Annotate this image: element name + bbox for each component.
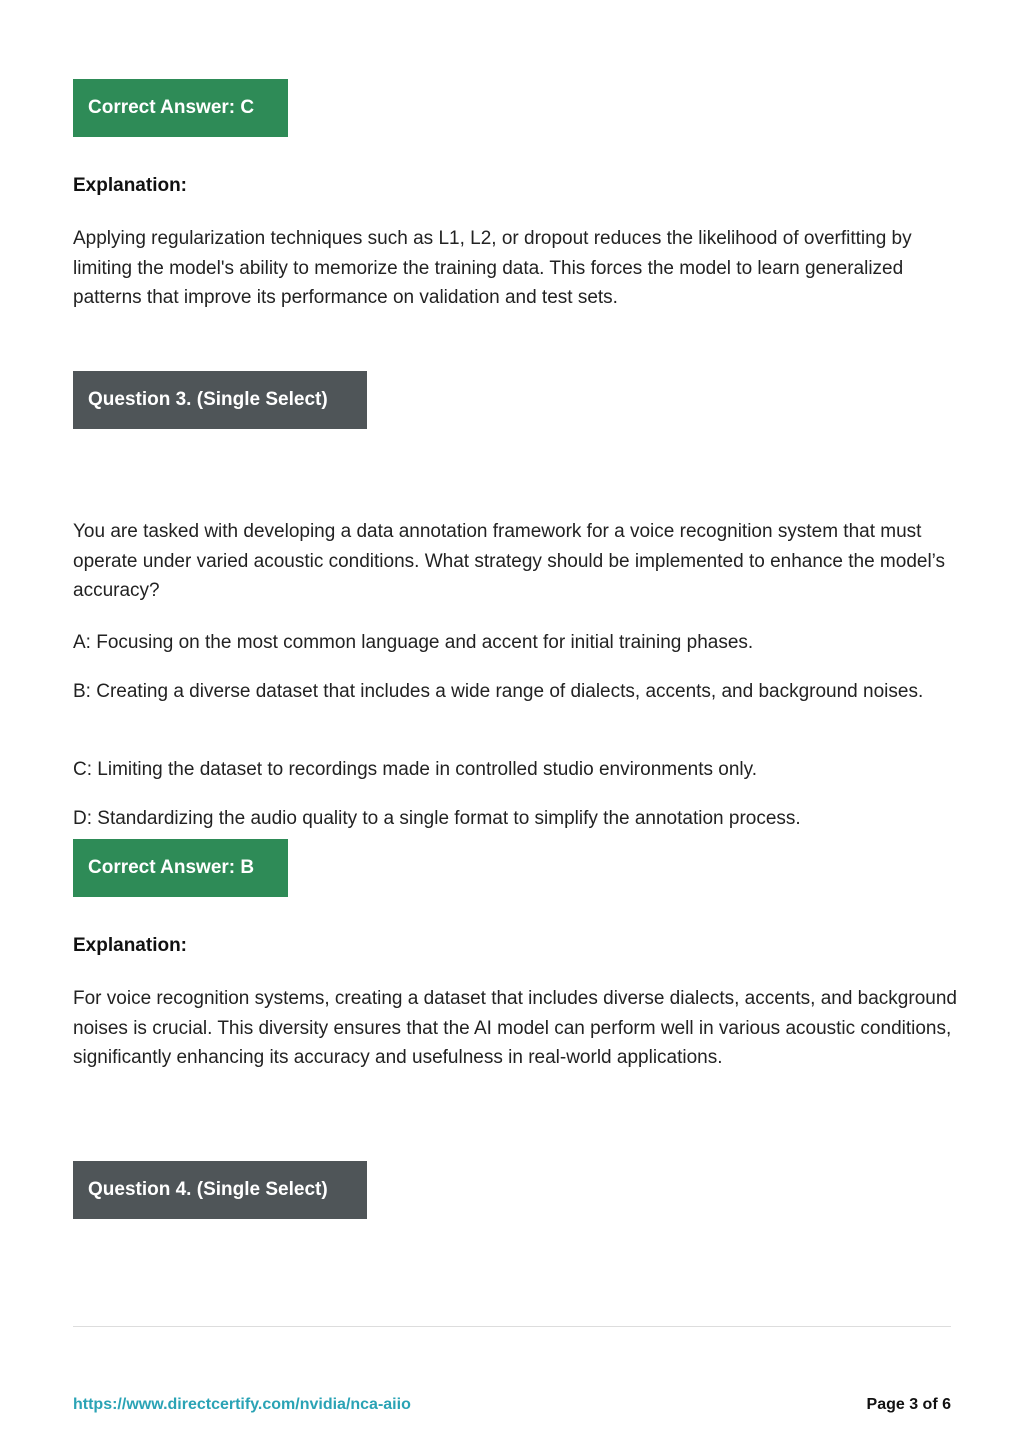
page-number: Page 3 of 6 [866, 1396, 951, 1413]
footer-url-link[interactable]: https://www.directcertify.com/nvidia/nca-aiio [73, 1396, 411, 1413]
option-c: C: Limiting the dataset to recordings made in controlled studio environments only. [73, 759, 758, 780]
question-3-text: You are tasked with developing a data annotation framework for a voice recognition system that must operate under varied acoustic conditions. What strategy should be implemented to enhance the model’s accuracy? [73, 521, 946, 601]
explanation-text: Applying regularization techniques such as L1, L2, or dropout reduces the likelihood of overfitting by limiting the model's ability to memorize the training data. This forces the model to learn generalized patterns that improve its performance on validation and test sets. [73, 228, 912, 308]
explanation-heading: Explanation: [73, 175, 188, 196]
explanation-text: For voice recognition systems, creating a dataset that includes diverse dialects, accents, and background noises is crucial. This diversity ensures that the AI model can perform well in various acoustic conditions, significantly enhancing its accuracy and usefulness in real-world applications. [73, 988, 957, 1068]
correct-answer-badge: Correct Answer: B [73, 839, 288, 897]
question-3-badge: Question 3. (Single Select) [73, 371, 367, 429]
question-4-badge: Question 4. (Single Select) [73, 1161, 367, 1219]
option-d: D: Standardizing the audio quality to a single format to simplify the annotation process. [73, 808, 801, 829]
explanation-heading: Explanation: [73, 935, 188, 956]
correct-answer-badge: Correct Answer: C [73, 79, 288, 137]
footer-divider [73, 1326, 951, 1327]
option-b: B: Creating a diverse dataset that includes a wide range of dialects, accents, and background noises. [73, 681, 924, 702]
option-a: A: Focusing on the most common language and accent for initial training phases. [73, 632, 754, 653]
